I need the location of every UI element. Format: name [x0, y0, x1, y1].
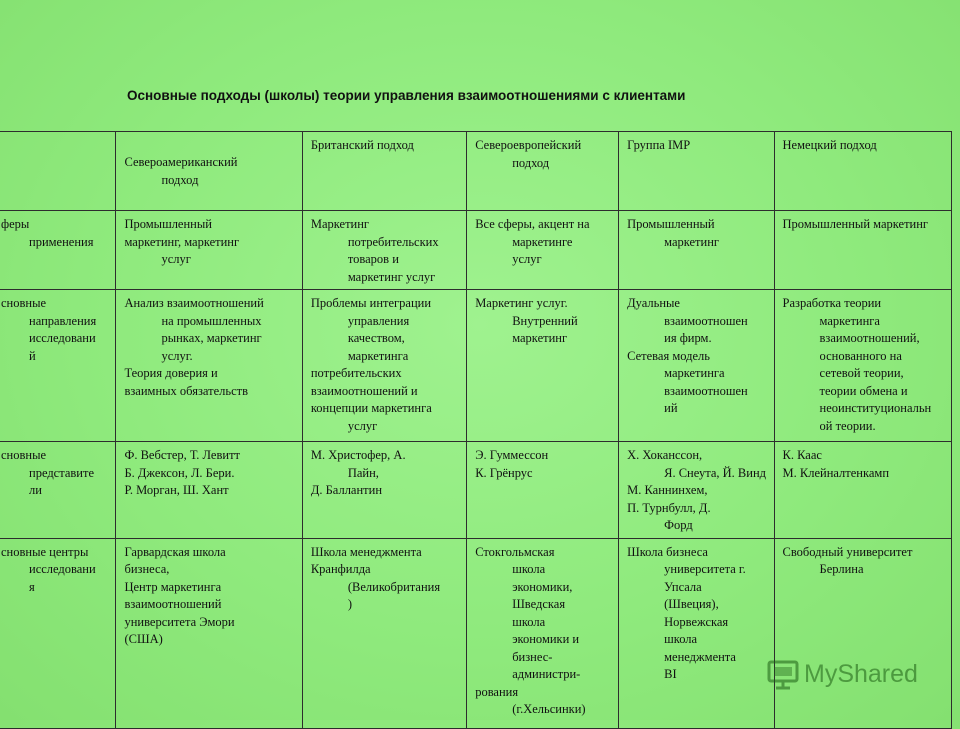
cell-line: школа: [512, 562, 546, 576]
cell-line: М. Христофер, А.: [310, 448, 406, 462]
row-label-cell: [0, 538, 116, 728]
cell-line: концепции маркетинга: [310, 401, 432, 415]
row-label-line: феры: [1, 217, 30, 231]
cell-line: взаимоотношен: [664, 313, 748, 328]
cell-line: (США): [124, 632, 163, 646]
column-header-5: [774, 132, 951, 211]
cell-line: потребительских: [347, 234, 439, 249]
cell-line: администри-: [512, 667, 581, 681]
table-cell: [302, 211, 466, 290]
table-cell: [619, 538, 774, 728]
cell-line: экономики,: [512, 579, 573, 594]
cell-line: управления: [347, 313, 410, 328]
cell-line: менеджмента: [664, 649, 736, 664]
table-cell: [116, 538, 302, 728]
cell-line: П. Турнбулл, Д.: [627, 500, 711, 515]
cell-line: товаров и: [347, 252, 399, 266]
cell-line: М. Клейналтенкамп: [782, 465, 890, 480]
cell-line: на промышленных: [161, 313, 262, 328]
cell-line: Маркетинг: [310, 217, 370, 231]
cell-line: маркетинге: [512, 234, 573, 249]
row-label-line: исследовани: [29, 562, 96, 576]
cell-line: основанного на: [819, 348, 902, 363]
table-cell: [302, 442, 466, 539]
header-row: [0, 132, 952, 211]
cell-line: услуг: [161, 252, 191, 266]
cell-line: маркетинга: [347, 348, 409, 363]
table-cell: [774, 290, 951, 442]
cell-line: услуг: [347, 418, 378, 433]
cell-line: маркетинг, маркетинг: [124, 234, 240, 249]
table-cell: [467, 538, 619, 728]
cell-line: университета г.: [664, 562, 746, 576]
cell-line: услуг: [512, 252, 542, 266]
table-cell: [619, 442, 774, 539]
cell-line: маркетинг: [664, 234, 720, 249]
presentation-board-icon: [766, 657, 800, 691]
cell-line: Теория доверия и: [124, 366, 218, 380]
cell-line: Пайн,: [347, 465, 379, 480]
column-header-line: Британский подход: [310, 138, 414, 152]
cell-line: К. Каас: [782, 448, 822, 462]
cell-line: ия фирм.: [664, 331, 712, 345]
table-cell: [302, 290, 466, 442]
table-cell: [619, 290, 774, 442]
table-row: [0, 211, 952, 290]
cell-line: (г.Хельсинки): [512, 702, 586, 716]
column-header-0: [0, 132, 116, 211]
cell-line: рования: [475, 684, 519, 699]
cell-line: Разработка теории: [782, 296, 882, 310]
cell-line: ): [347, 597, 353, 611]
watermark-text: MyShared: [804, 659, 918, 688]
cell-line: ий: [664, 401, 678, 415]
cell-line: взаимоотношен: [664, 383, 748, 398]
cell-line: маркетинга: [819, 313, 880, 328]
row-label-line: представите: [29, 465, 94, 480]
table-cell: [116, 442, 302, 539]
cell-line: Р. Морган, Ш. Хант: [124, 483, 229, 497]
row-label-cell: [0, 290, 116, 442]
table-cell: [774, 211, 951, 290]
cell-line: Промышленный: [627, 217, 715, 231]
cell-line: Центр маркетинга: [124, 579, 222, 594]
slide-title: Основные подходы (школы) теории управления взаимоотношениями с клиентами: [127, 88, 686, 103]
cell-line: Дуальные: [627, 296, 680, 310]
column-header-2: [302, 132, 466, 211]
column-header-1: [116, 132, 302, 211]
cell-line: Кранфилда: [310, 562, 371, 576]
column-header-line: подход: [161, 172, 199, 187]
cell-line: Я. Снеута, Й. Винд: [664, 465, 766, 480]
table-row: [0, 442, 952, 539]
cell-line: Внутренний: [512, 313, 578, 328]
cell-line: Упсала: [664, 579, 702, 594]
row-label-line: й: [29, 348, 36, 363]
table-cell: [774, 538, 951, 728]
cell-line: Д. Баллантин: [310, 483, 383, 497]
cell-line: качеством,: [347, 331, 405, 345]
table-cell: [467, 442, 619, 539]
cell-line: Ф. Вебстер, Т. Левитт: [124, 448, 240, 462]
cell-line: Э. Гуммессон: [475, 448, 549, 462]
cell-line: маркетинг: [512, 331, 568, 345]
cell-line: бизнеса,: [124, 562, 170, 576]
cell-line: Промышленный маркетинг: [782, 217, 929, 231]
cell-line: Норвежская: [664, 614, 729, 629]
row-label-line: исследовани: [29, 331, 96, 345]
cell-line: (Великобритания: [347, 579, 441, 594]
column-header-line: подход: [512, 155, 550, 170]
cell-line: потребительских: [310, 366, 402, 380]
row-label-line: сновные: [1, 296, 47, 310]
cell-line: взаимоотношений: [124, 597, 222, 611]
cell-line: Берлина: [819, 562, 864, 576]
cell-line: бизнес-: [512, 649, 553, 664]
table-cell: [302, 538, 466, 728]
cell-line: теории обмена и: [819, 383, 908, 398]
cell-line: Стокгольмская: [475, 544, 555, 559]
cell-line: маркетинга: [664, 366, 725, 380]
cell-line: взаимоотношений и: [310, 383, 418, 398]
cell-line: Маркетинг услуг.: [475, 296, 568, 310]
row-label-line: я: [29, 579, 35, 594]
cell-line: взаимных обязательств: [124, 383, 248, 398]
cell-line: (Швеция),: [664, 597, 719, 611]
cell-line: Все сферы, акцент на: [475, 217, 590, 231]
cell-line: Сетевая модель: [627, 348, 710, 363]
crm-approaches-table: [0, 131, 952, 729]
watermark: [766, 656, 918, 692]
table-cell: [116, 211, 302, 290]
cell-line: Школа менеджмента: [310, 544, 422, 559]
cell-line: услуг.: [161, 348, 193, 363]
table-cell: [467, 290, 619, 442]
row-label-line: ли: [29, 483, 42, 497]
column-header-4: [619, 132, 774, 211]
table-cell: [116, 290, 302, 442]
cell-line: сетевой теории,: [819, 366, 904, 380]
cell-line: Школа бизнеса: [627, 544, 708, 559]
cell-line: Шведская: [512, 597, 566, 611]
cell-line: Форд: [664, 518, 693, 532]
column-header-line: Немецкий подход: [782, 138, 877, 152]
cell-line: Промышленный: [124, 217, 212, 231]
cell-line: Гарвардская школа: [124, 544, 226, 559]
column-header-line: Североевропейский: [475, 138, 582, 152]
column-header-line: Североамериканский: [124, 155, 238, 169]
row-label-cell: [0, 211, 116, 290]
table-cell: [619, 211, 774, 290]
cell-line: Х. Хоканссон,: [627, 448, 703, 462]
cell-line: взаимоотношений,: [819, 331, 920, 345]
cell-line: Свободный университет: [782, 544, 913, 559]
column-header-line: Группа IMP: [627, 138, 691, 152]
cell-line: Анализ взаимоотношений: [124, 296, 264, 310]
row-label-line: сновные: [1, 448, 47, 462]
row-label-line: применения: [29, 234, 94, 249]
cell-line: М. Каннинхем,: [627, 483, 708, 497]
cell-line: университета Эмори: [124, 614, 235, 629]
table-cell: [774, 442, 951, 539]
cell-line: Проблемы интеграции: [310, 296, 432, 310]
cell-line: неоинституциональн: [819, 401, 932, 415]
cell-line: школа: [664, 632, 698, 646]
cell-line: ой теории.: [819, 418, 876, 433]
cell-line: экономики и: [512, 632, 580, 646]
cell-line: Б. Джексон, Л. Бери.: [124, 465, 235, 480]
row-label-cell: [0, 442, 116, 539]
table-row: [0, 290, 952, 442]
cell-line: школа: [512, 614, 546, 629]
table-cell: [467, 211, 619, 290]
cell-line: К. Грёнрус: [475, 465, 533, 480]
cell-line: BI: [664, 667, 677, 681]
row-label-line: сновные центры: [1, 544, 89, 559]
cell-line: рынках, маркетинг: [161, 331, 262, 345]
column-header-3: [467, 132, 619, 211]
row-label-line: направления: [29, 313, 97, 328]
cell-line: маркетинг услуг: [347, 269, 436, 284]
table-row: [0, 538, 952, 728]
